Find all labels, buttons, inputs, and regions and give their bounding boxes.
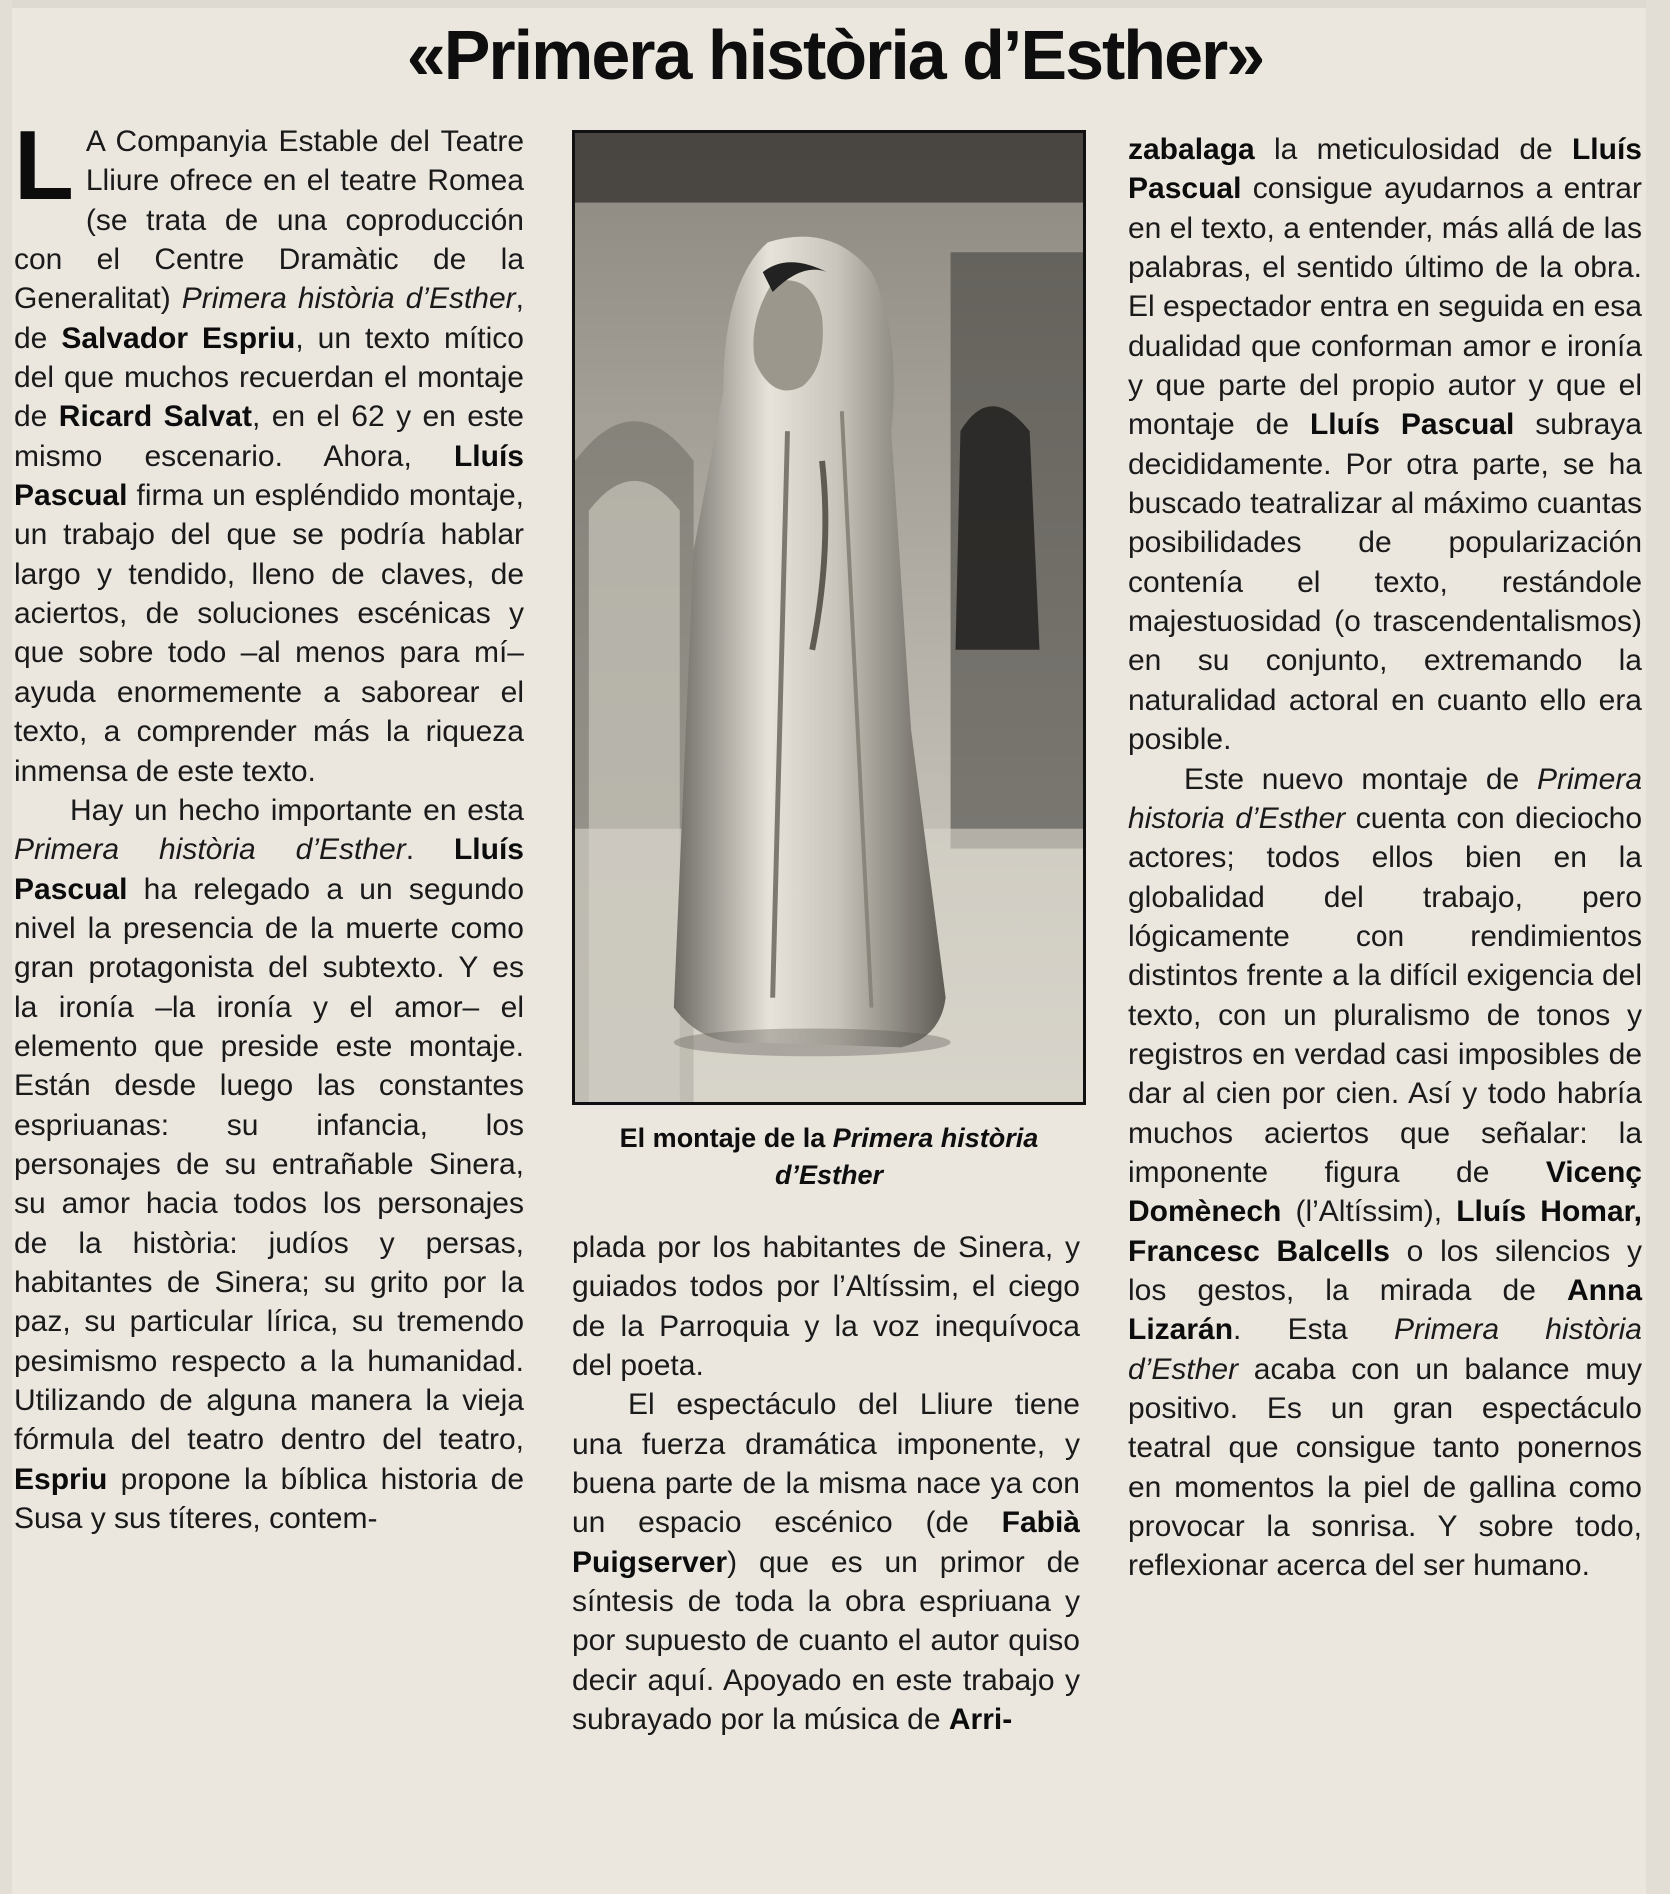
left-margin-bleed [0, 0, 12, 1894]
actress-figure-image [575, 133, 1083, 1102]
paragraph-4: Este nuevo montaje de Primera historia d’Esther cuenta con dieciocho actores; todos ellos bien en la globalidad del trabajo, pero lógicamente con rendimientos distintos frente a la difícil exigencia del texto, con un pluralismo de tonos y registros en verdad casi imposibles de dar al cien por cien. Así y todo habría muchos aciertos que señalar: la imponente figura de Vicenç Domènech (l’Altíssim), Lluís Homar, Francesc Balcells o los silencios y los gestos, la mirada de Anna Lizarán. Esta Primera història d’Esther acaba con un balance muy positivo. Es un gran espectáculo teatral que consigue tanto ponernos en momentos la piel de gallina como provocar la sonrisa. Y sobre todo, reflexionar acerca del ser humano. [1128, 762, 1642, 1583]
article-column-2 [572, 1228, 1080, 1739]
article-column-3 [1128, 130, 1642, 1586]
drop-cap: L [14, 110, 74, 220]
page-top-edge [0, 0, 1670, 8]
photo-caption [572, 1120, 1086, 1194]
stage-photo [572, 130, 1086, 1105]
paragraph-2: Hay un hecho importante en esta Primera història d’Esther. Lluís Pascual ha relegado a un segundo nivel la presencia de la muerte como gran protagonista del subtexto. Y es la ironía –la ironía y el amor– el elemento que preside este montaje. Están desde luego las constantes espriuanas: su infancia, los personajes de su entrañable Sinera, su amor hacia todos los personajes de la història: judíos y persas, habitantes de Sinera; su grito por la paz, su particular lírica, su tremendo pesimismo respecto a la humanidad. Utilizando de alguna manera la vieja fórmula del teatro dentro del teatro, Espriu propone la bíblica historia de Susa y sus títeres, contem- [14, 793, 524, 1536]
right-margin-bleed [1646, 0, 1670, 1894]
paragraph-1: L A Companyia Estable del Teatre Lliure ofrece en el teatre Romea (se trata de una coproducción con el Centre Dramàtic de la Generalitat) Primera història d’Esther, de Salvador Espriu, un texto mítico del que muchos recuerdan el montaje de Ricard Salvat, en el 62 y en este mismo escenario. Ahora, Lluís Pascual firma un espléndido montaje, un trabajo del que se podría hablar largo y tendido, lleno de claves, de aciertos, de soluciones escénicas y que sobre todo –al menos para mí– ayuda enormemente a saborear el texto, a comprender más la riqueza inmensa de este texto. [14, 110, 525, 788]
article-headline: «Primera història d’Esther» [406, 16, 1264, 94]
paragraph-3: El espectáculo del Lliure tiene una fuerza dramática imponente, y buena parte de la misma nace ya con un espacio escénico (de Fabià Puigserver) que es un primor de síntesis de toda la obra espriuana y por supuesto de cuanto el autor quiso decir aquí. Apoyado en este trabajo y subrayado por la música de Arri- [572, 1388, 1080, 1737]
caption-title: Primera història d’Esther [774, 1123, 1039, 1190]
paragraph-3-continued: zabalaga la meticulosidad de Lluís Pascual consigue ayudarnos a entrar en el texto, a entender, más allá de las palabras, el sentido último de la obra. El espectador entra en seguida en esa dualidad que conforman amor e ironía y que parte del propio autor y que el montaje de Lluís Pascual subraya decididamente. Por otra parte, se ha buscado teatralizar al máximo cuantas posibilidades de popularización contenía el texto, restándole majestuosidad (o trascendentalismos) en su conjunto, extremando la naturalidad actoral en cuanto ello era posible. [1128, 133, 1642, 757]
paragraph-2-continued: plada por los habitantes de Sinera, y guiados todos por l’Altíssim, el ciego de la Parroquia y la voz inequívoca del poeta. [572, 1231, 1080, 1383]
article-column-1 [14, 110, 525, 1538]
caption-lead: El montaje de la [619, 1123, 833, 1153]
